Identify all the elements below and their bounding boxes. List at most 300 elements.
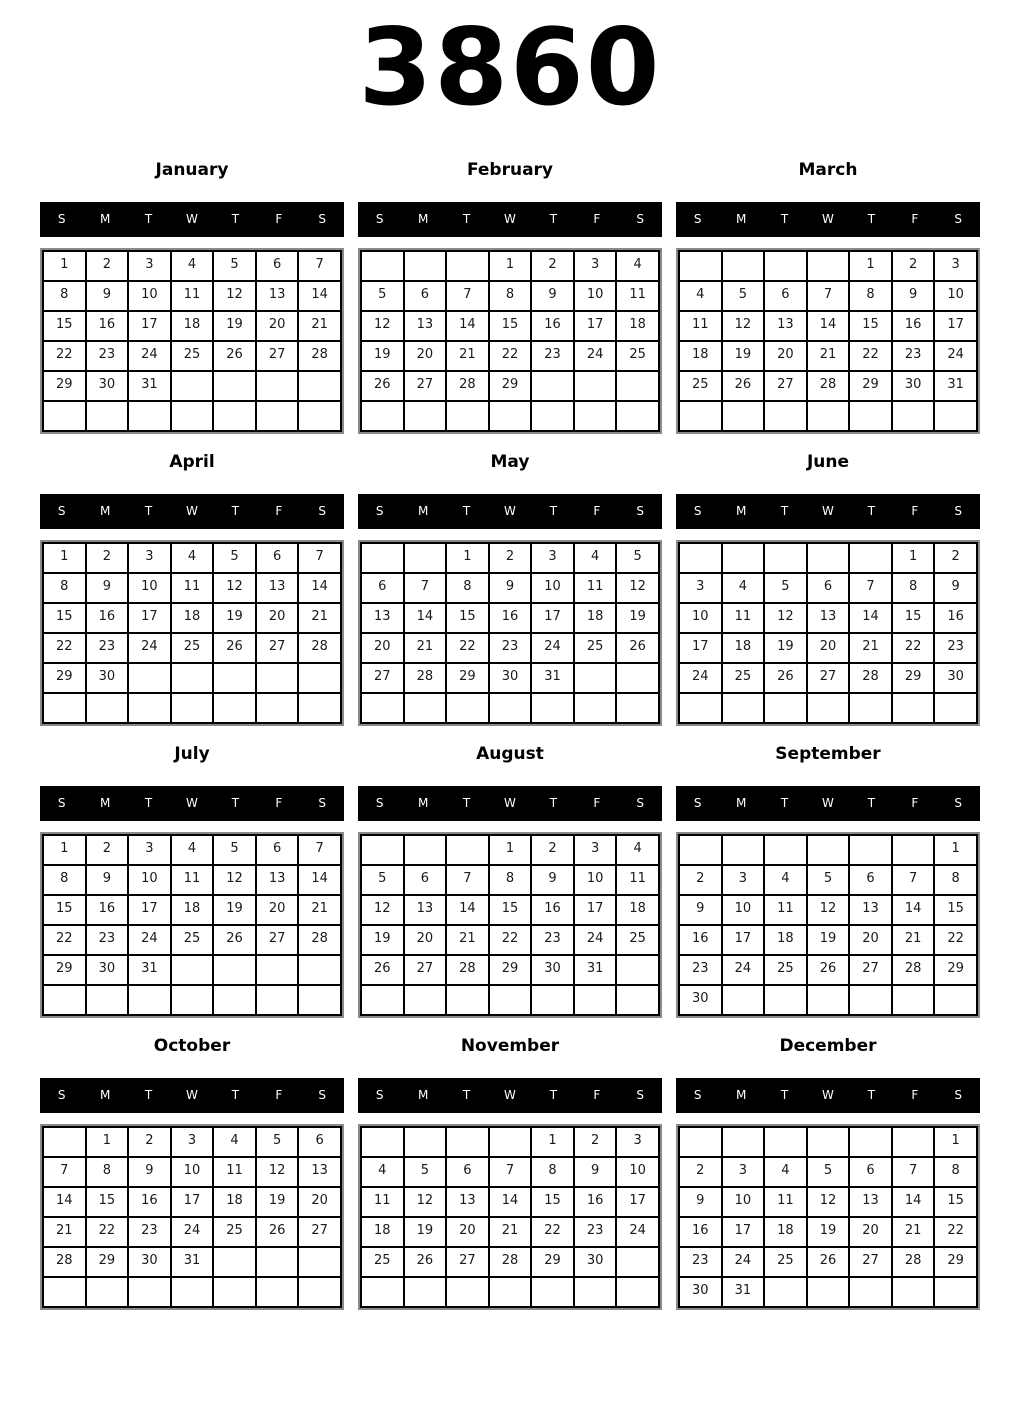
day-cell: 18	[679, 341, 722, 371]
weekday-label: S	[693, 504, 702, 518]
empty-day-cell	[213, 985, 256, 1015]
day-cell: 11	[361, 1187, 404, 1217]
day-cell: 9	[86, 865, 129, 895]
empty-day-cell	[298, 401, 341, 431]
month-grid-frame	[40, 1124, 344, 1310]
week-row	[679, 1247, 977, 1277]
empty-day-cell	[404, 835, 447, 865]
day-cell: 20	[256, 603, 299, 633]
day-cell: 11	[679, 311, 722, 341]
empty-day-cell	[446, 985, 489, 1015]
weekday-label: F	[593, 796, 601, 810]
day-cell: 28	[298, 925, 341, 955]
week-row	[43, 603, 341, 633]
empty-day-cell	[934, 1277, 977, 1307]
day-cell: 3	[574, 251, 617, 281]
day-cell: 28	[892, 955, 935, 985]
empty-day-cell	[807, 543, 850, 573]
month-grid-frame	[358, 540, 662, 726]
day-cell: 20	[849, 925, 892, 955]
day-cell: 9	[679, 895, 722, 925]
day-cell: 29	[489, 955, 532, 985]
day-cell: 5	[213, 251, 256, 281]
day-cell: 9	[86, 573, 129, 603]
day-cell: 10	[128, 573, 171, 603]
week-row	[679, 693, 977, 723]
day-cell: 18	[171, 895, 214, 925]
day-cell: 17	[574, 895, 617, 925]
day-cell: 8	[446, 573, 489, 603]
month-block	[358, 744, 662, 1018]
weekday-label: F	[911, 796, 919, 810]
day-cell: 21	[43, 1217, 86, 1247]
day-cell: 13	[807, 603, 850, 633]
empty-day-cell	[256, 371, 299, 401]
weekday-label: M	[99, 796, 111, 810]
empty-day-cell	[616, 1277, 659, 1307]
day-cell: 23	[128, 1217, 171, 1247]
empty-day-cell	[531, 1277, 574, 1307]
day-cell: 19	[616, 603, 659, 633]
day-cell: 3	[128, 251, 171, 281]
week-row	[43, 251, 341, 281]
day-cell: 16	[531, 895, 574, 925]
day-cell: 18	[764, 925, 807, 955]
day-cell: 16	[86, 895, 129, 925]
day-cell: 30	[934, 663, 977, 693]
weekday-label: M	[735, 1088, 747, 1102]
day-cell: 5	[807, 1157, 850, 1187]
day-cell: 28	[43, 1247, 86, 1277]
day-cell: 17	[616, 1187, 659, 1217]
day-cell: 13	[256, 281, 299, 311]
month-table	[678, 834, 978, 1016]
day-cell: 17	[531, 603, 574, 633]
day-cell: 15	[446, 603, 489, 633]
day-cell: 18	[171, 311, 214, 341]
week-row	[361, 603, 659, 633]
day-cell: 30	[86, 955, 129, 985]
day-cell: 22	[849, 341, 892, 371]
day-cell: 6	[404, 865, 447, 895]
day-cell: 10	[934, 281, 977, 311]
day-cell: 11	[213, 1157, 256, 1187]
day-cell: 2	[86, 835, 129, 865]
day-cell: 7	[892, 865, 935, 895]
day-cell: 26	[404, 1247, 447, 1277]
weekday-label: W	[186, 212, 198, 226]
weekday-label: T	[144, 796, 153, 810]
weekday-label: T	[231, 1088, 240, 1102]
day-cell: 30	[531, 955, 574, 985]
day-cell: 24	[616, 1217, 659, 1247]
empty-day-cell	[764, 251, 807, 281]
day-cell: 14	[849, 603, 892, 633]
day-cell: 28	[298, 633, 341, 663]
day-cell: 18	[616, 895, 659, 925]
week-row	[679, 1217, 977, 1247]
month-table-body	[361, 251, 659, 431]
day-cell: 2	[531, 835, 574, 865]
day-cell: 3	[722, 1157, 765, 1187]
empty-day-cell	[807, 251, 850, 281]
day-cell: 14	[298, 281, 341, 311]
weekday-label: T	[549, 796, 558, 810]
empty-day-cell	[489, 693, 532, 723]
weekday-label: T	[144, 504, 153, 518]
day-cell: 7	[43, 1157, 86, 1187]
empty-day-cell	[531, 401, 574, 431]
month-title: July	[174, 744, 210, 764]
weekday-label: S	[318, 796, 327, 810]
week-row	[361, 1187, 659, 1217]
day-cell: 13	[298, 1157, 341, 1187]
day-cell: 1	[849, 251, 892, 281]
empty-day-cell	[849, 693, 892, 723]
day-cell: 24	[679, 663, 722, 693]
day-cell: 6	[361, 573, 404, 603]
day-cell: 27	[446, 1247, 489, 1277]
weekday-label: T	[462, 504, 471, 518]
weekday-label: W	[504, 504, 516, 518]
day-cell: 7	[489, 1157, 532, 1187]
day-cell: 11	[171, 281, 214, 311]
empty-day-cell	[892, 401, 935, 431]
empty-day-cell	[616, 371, 659, 401]
day-cell: 5	[764, 573, 807, 603]
empty-day-cell	[128, 401, 171, 431]
day-cell: 22	[43, 341, 86, 371]
empty-day-cell	[404, 401, 447, 431]
month-table-body	[43, 251, 341, 431]
week-row	[679, 311, 977, 341]
month-title: May	[490, 452, 530, 472]
empty-day-cell	[298, 693, 341, 723]
empty-day-cell	[361, 251, 404, 281]
empty-day-cell	[256, 1277, 299, 1307]
day-cell: 5	[616, 543, 659, 573]
week-row	[679, 925, 977, 955]
day-cell: 21	[807, 341, 850, 371]
empty-day-cell	[256, 955, 299, 985]
empty-day-cell	[171, 1277, 214, 1307]
day-cell: 22	[43, 633, 86, 663]
weekday-label: S	[57, 504, 66, 518]
empty-day-cell	[361, 693, 404, 723]
weekday-label: F	[275, 212, 283, 226]
day-cell: 16	[574, 1187, 617, 1217]
day-cell: 7	[446, 281, 489, 311]
day-cell: 14	[298, 573, 341, 603]
day-cell: 24	[128, 341, 171, 371]
day-cell: 24	[934, 341, 977, 371]
weekday-label: T	[462, 212, 471, 226]
week-row	[679, 281, 977, 311]
day-cell: 5	[807, 865, 850, 895]
day-cell: 14	[298, 865, 341, 895]
weekday-label: S	[318, 504, 327, 518]
day-cell: 9	[892, 281, 935, 311]
day-cell: 5	[361, 281, 404, 311]
day-cell: 9	[934, 573, 977, 603]
day-cell: 17	[128, 895, 171, 925]
day-cell: 18	[361, 1217, 404, 1247]
empty-day-cell	[531, 371, 574, 401]
day-cell: 14	[807, 311, 850, 341]
day-cell: 8	[489, 865, 532, 895]
day-cell: 13	[256, 865, 299, 895]
day-cell: 26	[213, 341, 256, 371]
day-cell: 31	[722, 1277, 765, 1307]
week-row	[43, 1127, 341, 1157]
day-cell: 4	[679, 281, 722, 311]
week-row	[361, 925, 659, 955]
week-row	[679, 865, 977, 895]
day-cell: 2	[679, 865, 722, 895]
day-cell: 29	[43, 371, 86, 401]
day-cell: 19	[361, 341, 404, 371]
day-cell: 22	[86, 1217, 129, 1247]
day-cell: 10	[616, 1157, 659, 1187]
week-row	[361, 895, 659, 925]
day-cell: 24	[128, 633, 171, 663]
empty-day-cell	[807, 1127, 850, 1157]
weekday-label: T	[549, 504, 558, 518]
empty-day-cell	[213, 401, 256, 431]
day-cell: 29	[86, 1247, 129, 1277]
day-cell: 2	[86, 543, 129, 573]
week-row	[43, 1247, 341, 1277]
day-cell: 19	[807, 925, 850, 955]
day-cell: 15	[849, 311, 892, 341]
weekday-label: S	[57, 796, 66, 810]
day-cell: 13	[849, 895, 892, 925]
day-cell: 2	[531, 251, 574, 281]
day-cell: 25	[764, 1247, 807, 1277]
day-cell: 22	[446, 633, 489, 663]
day-cell: 20	[404, 341, 447, 371]
empty-day-cell	[892, 1277, 935, 1307]
day-cell: 27	[404, 371, 447, 401]
month-table-body	[43, 835, 341, 1015]
day-cell: 6	[256, 251, 299, 281]
day-cell: 3	[128, 543, 171, 573]
day-cell: 27	[256, 925, 299, 955]
day-cell: 7	[298, 251, 341, 281]
empty-day-cell	[404, 1127, 447, 1157]
week-row	[679, 401, 977, 431]
day-cell: 6	[764, 281, 807, 311]
day-cell: 17	[934, 311, 977, 341]
day-cell: 9	[86, 281, 129, 311]
day-cell: 9	[679, 1187, 722, 1217]
day-cell: 14	[489, 1187, 532, 1217]
empty-day-cell	[616, 693, 659, 723]
day-cell: 29	[446, 663, 489, 693]
empty-day-cell	[361, 985, 404, 1015]
day-cell: 5	[722, 281, 765, 311]
weekday-header	[676, 1078, 980, 1113]
empty-day-cell	[679, 401, 722, 431]
weekday-label: S	[954, 504, 963, 518]
week-row	[679, 1127, 977, 1157]
weekday-label: S	[954, 796, 963, 810]
month-grid-frame	[358, 832, 662, 1018]
day-cell: 30	[86, 663, 129, 693]
month-table	[42, 542, 342, 724]
day-cell: 23	[574, 1217, 617, 1247]
empty-day-cell	[171, 663, 214, 693]
month-block	[676, 744, 980, 1018]
day-cell: 28	[446, 955, 489, 985]
weekday-label: W	[822, 212, 834, 226]
day-cell: 13	[764, 311, 807, 341]
empty-day-cell	[298, 1247, 341, 1277]
weekday-label: T	[780, 1088, 789, 1102]
day-cell: 2	[679, 1157, 722, 1187]
empty-day-cell	[764, 1127, 807, 1157]
day-cell: 19	[361, 925, 404, 955]
day-cell: 17	[128, 603, 171, 633]
day-cell: 15	[892, 603, 935, 633]
day-cell: 8	[892, 573, 935, 603]
empty-day-cell	[361, 835, 404, 865]
weekday-label: S	[954, 212, 963, 226]
day-cell: 26	[361, 955, 404, 985]
day-cell: 6	[256, 543, 299, 573]
month-grid-frame	[676, 540, 980, 726]
month-title: October	[153, 1036, 231, 1056]
month-title: April	[169, 452, 215, 472]
month-table	[360, 250, 660, 432]
month-title: June	[806, 452, 850, 472]
weekday-label: M	[417, 504, 429, 518]
weekday-label: T	[231, 796, 240, 810]
day-cell: 25	[213, 1217, 256, 1247]
day-cell: 21	[849, 633, 892, 663]
weekday-label: T	[549, 212, 558, 226]
month-table-body	[679, 543, 977, 723]
day-cell: 31	[171, 1247, 214, 1277]
day-cell: 9	[489, 573, 532, 603]
day-cell: 21	[892, 1217, 935, 1247]
week-row	[43, 573, 341, 603]
empty-day-cell	[849, 543, 892, 573]
empty-day-cell	[361, 1277, 404, 1307]
weekday-label: T	[867, 796, 876, 810]
day-cell: 14	[404, 603, 447, 633]
day-cell: 20	[446, 1217, 489, 1247]
day-cell: 22	[489, 925, 532, 955]
day-cell: 15	[43, 603, 86, 633]
empty-day-cell	[892, 1127, 935, 1157]
weekday-label: S	[375, 1088, 384, 1102]
day-cell: 24	[531, 633, 574, 663]
day-cell: 1	[446, 543, 489, 573]
month-grid-frame	[676, 1124, 980, 1310]
day-cell: 22	[43, 925, 86, 955]
day-cell: 10	[171, 1157, 214, 1187]
day-cell: 5	[256, 1127, 299, 1157]
weekday-label: T	[462, 796, 471, 810]
empty-day-cell	[679, 1127, 722, 1157]
month-table	[360, 542, 660, 724]
weekday-label: F	[593, 212, 601, 226]
weekday-header	[358, 494, 662, 529]
day-cell: 1	[43, 835, 86, 865]
week-row	[679, 1187, 977, 1217]
day-cell: 24	[128, 925, 171, 955]
week-row	[43, 371, 341, 401]
month-block	[40, 1036, 344, 1310]
weekday-header	[676, 202, 980, 237]
day-cell: 15	[86, 1187, 129, 1217]
day-cell: 11	[171, 573, 214, 603]
weekday-label: S	[636, 1088, 645, 1102]
week-row	[43, 543, 341, 573]
weekday-header	[40, 1078, 344, 1113]
weekday-label: F	[275, 796, 283, 810]
day-cell: 30	[86, 371, 129, 401]
day-cell: 20	[849, 1217, 892, 1247]
day-cell: 3	[531, 543, 574, 573]
weekday-header	[40, 202, 344, 237]
empty-day-cell	[764, 401, 807, 431]
month-block	[40, 160, 344, 434]
day-cell: 10	[128, 281, 171, 311]
day-cell: 19	[722, 341, 765, 371]
day-cell: 21	[298, 311, 341, 341]
day-cell: 10	[722, 895, 765, 925]
day-cell: 12	[256, 1157, 299, 1187]
day-cell: 24	[722, 1247, 765, 1277]
day-cell: 29	[43, 955, 86, 985]
weekday-label: F	[911, 1088, 919, 1102]
weekday-label: T	[549, 1088, 558, 1102]
day-cell: 31	[574, 955, 617, 985]
empty-day-cell	[764, 693, 807, 723]
day-cell: 16	[86, 311, 129, 341]
month-grid-frame	[358, 248, 662, 434]
day-cell: 21	[298, 603, 341, 633]
week-row	[679, 895, 977, 925]
day-cell: 4	[213, 1127, 256, 1157]
week-row	[679, 633, 977, 663]
day-cell: 15	[489, 895, 532, 925]
week-row	[361, 1247, 659, 1277]
day-cell: 18	[722, 633, 765, 663]
day-cell: 31	[128, 955, 171, 985]
day-cell: 10	[128, 865, 171, 895]
day-cell: 15	[43, 895, 86, 925]
empty-day-cell	[43, 1277, 86, 1307]
day-cell: 4	[616, 251, 659, 281]
day-cell: 17	[128, 311, 171, 341]
week-row	[361, 371, 659, 401]
week-row	[43, 865, 341, 895]
weekday-label: S	[57, 212, 66, 226]
empty-day-cell	[722, 1127, 765, 1157]
week-row	[361, 1277, 659, 1307]
day-cell: 30	[128, 1247, 171, 1277]
week-row	[361, 281, 659, 311]
day-cell: 11	[764, 1187, 807, 1217]
day-cell: 20	[256, 895, 299, 925]
day-cell: 28	[892, 1247, 935, 1277]
day-cell: 28	[298, 341, 341, 371]
day-cell: 18	[764, 1217, 807, 1247]
day-cell: 9	[128, 1157, 171, 1187]
